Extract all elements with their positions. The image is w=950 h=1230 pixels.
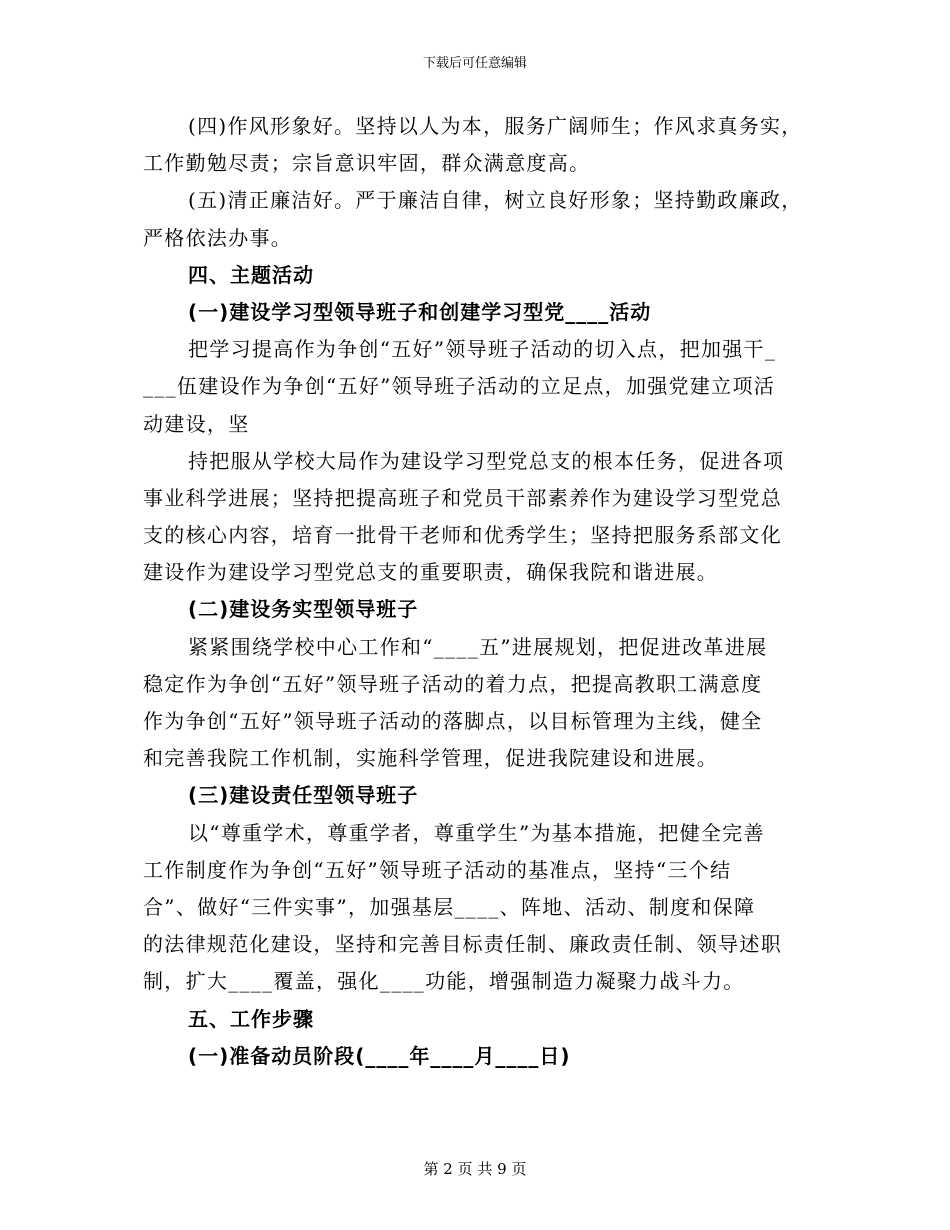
text-line: 以“尊重学术，尊重学者，尊重学生”为基本措施，把健全完善 [188,820,765,845]
text-line: 工作制度作为争创“五好”领导班子活动的基准点，坚持“三个结 [143,857,732,882]
text-line: 制，扩大____覆盖，强化____功能，增强制造力凝聚力战斗力。 [143,969,745,994]
section-heading: (二)建设务实型领导班子 [188,597,419,622]
document-body [143,108,808,1075]
text-line: 事业科学进展；坚持把提高班子和党员干部素养作为建设学习型党总 [143,485,782,510]
page-footer: 第 2 页 共 9 页 [423,1160,527,1178]
page-header: 下载后可任意编辑 [422,56,527,71]
text-line: 持把服从学校大局作为建设学习型党总支的根本任务，促进各项 [188,448,785,473]
section-heading: (一)建设学习型领导班子和创建学习型党____活动 [188,299,652,324]
text-line: (四)作风形象好。坚持以人为本，服务广阔师生；作风求真务实， [188,114,803,138]
text-line: ___伍建设作为争创“五好”领导班子活动的立足点，加强党建立项活 [143,374,776,399]
text-line: 把学习提高作为争创“五好”领导班子活动的切入点，把加强干_ [188,337,777,362]
text-line: 建设作为建设学习型党总支的重要职责，确保我院和谐进展。 [143,560,719,585]
text-line: 动建设，坚 [143,411,250,436]
section-heading: (三)建设责任型领导班子 [188,783,419,808]
text-line: 支的核心内容，培育一批骨干老师和优秀学生；坚持把服务系部文化 [143,523,782,548]
section-heading: (一)准备动员阶段(____年____月____日) [188,1043,571,1068]
text-line: 作为争创“五好”领导班子活动的落脚点，以目标管理为主线，健全 [143,709,763,733]
section-heading: 四、主题活动 [188,262,314,287]
text-line: 的法律规范化建设，坚持和完善目标责任制、廉政责任制、领导述职 [143,932,782,957]
text-line: 严格依法办事。 [143,225,293,250]
text-line: 工作勤勉尽责；宗旨意识牢固，群众满意度高。 [143,151,591,176]
section-heading: 五、工作步骤 [188,1006,314,1031]
text-line: 稳定作为争创“五好”领导班子活动的着力点，把提高教职工满意度 [143,671,763,696]
text-line: 和完善我院工作机制，实施科学管理，促进我院建设和进展。 [143,746,719,771]
text-line: 紧紧围绕学校中心工作和“____五”进展规划，把促进改革进展 [188,634,768,659]
text-line: 合”、做好“三件实事”，加强基层____、阵地、活动、制度和保障 [143,894,756,919]
text-line: (五)清正廉洁好。严于廉洁自律，树立良好形象；坚持勤政廉政， [188,188,803,213]
